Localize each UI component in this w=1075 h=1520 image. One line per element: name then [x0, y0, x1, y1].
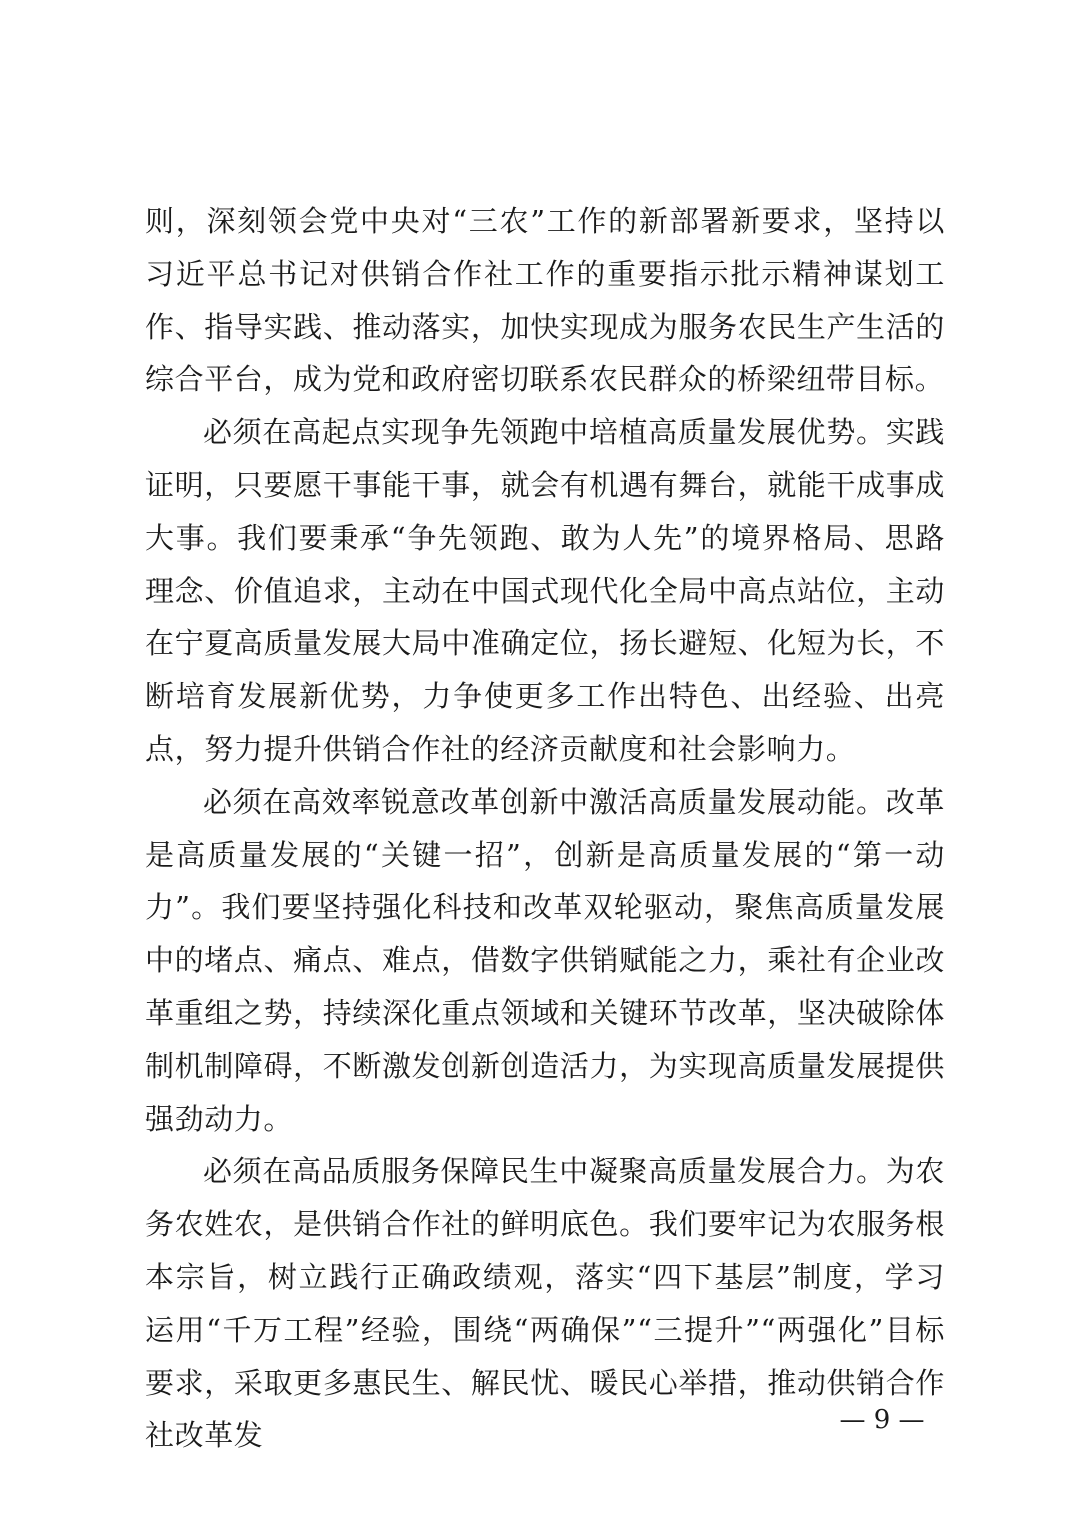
paragraph-2-text: 实践证明，只要愿干事能干事，就会有机遇有舞台，就能干成事成大事。我们要秉承“争先领跑、敢为人先”的境界格局、思路理念、价值追求，主动在中国式现代化全局中高点站位，主动在宁夏高质量发展大局中准确定位，扬长避短、化短为长，不断培育发展新优势，力争使更多工作出特色、出经验、出亮点，努力提升供销合作社的经济贡献度和社会影响力。 — [145, 415, 945, 766]
paragraph-3-text: 改革是高质量发展的“关键一招”，创新是高质量发展的“第一动力”。我们要坚持强化科技和改革双轮驱动，聚焦高质量发展中的堵点、痛点、难点，借数字供销赋能之力，乘社有企业改革重组之势，持续深化重点领域和关键环节改革，坚决破除体制机制障碍，不断激发创新创造活力，为实现高质量发展提供强劲动力。 — [145, 784, 945, 1136]
paragraph-4-lead: 必须在高品质服务保障民生中凝聚高质量发展合力。 — [203, 1154, 886, 1189]
paragraph-1 — [145, 195, 945, 406]
document-body — [145, 195, 945, 1462]
page-number: — 9 — — [839, 1405, 925, 1435]
paragraph-2 — [145, 406, 945, 776]
paragraph-3 — [145, 776, 945, 1146]
paragraph-1-text: 则，深刻领会党中央对“三农”工作的新部署新要求，坚持以习近平总书记对供销合作社工作的重要指示批示精神谋划工作、指导实践、推动落实，加快实现成为服务农民生产生活的综合平台，成为党和政府密切联系农民群众的桥梁纽带目标。 — [145, 204, 945, 397]
paragraph-4-text: 为农务农姓农，是供销合作社的鲜明底色。我们要牢记为农服务根本宗旨，树立践行正确政绩观，落实“四下基层”制度，学习运用“千万工程”经验，围绕“两确保”“三提升”“两强化”目标要求，采取更多惠民生、解民忧、暖民心举措，推动供销合作社改革发 — [145, 1154, 945, 1453]
paragraph-3-lead: 必须在高效率锐意改革创新中激活高质量发展动能。 — [203, 784, 886, 819]
paragraph-2-lead: 必须在高起点实现争先领跑中培植高质量发展优势。 — [203, 415, 886, 450]
